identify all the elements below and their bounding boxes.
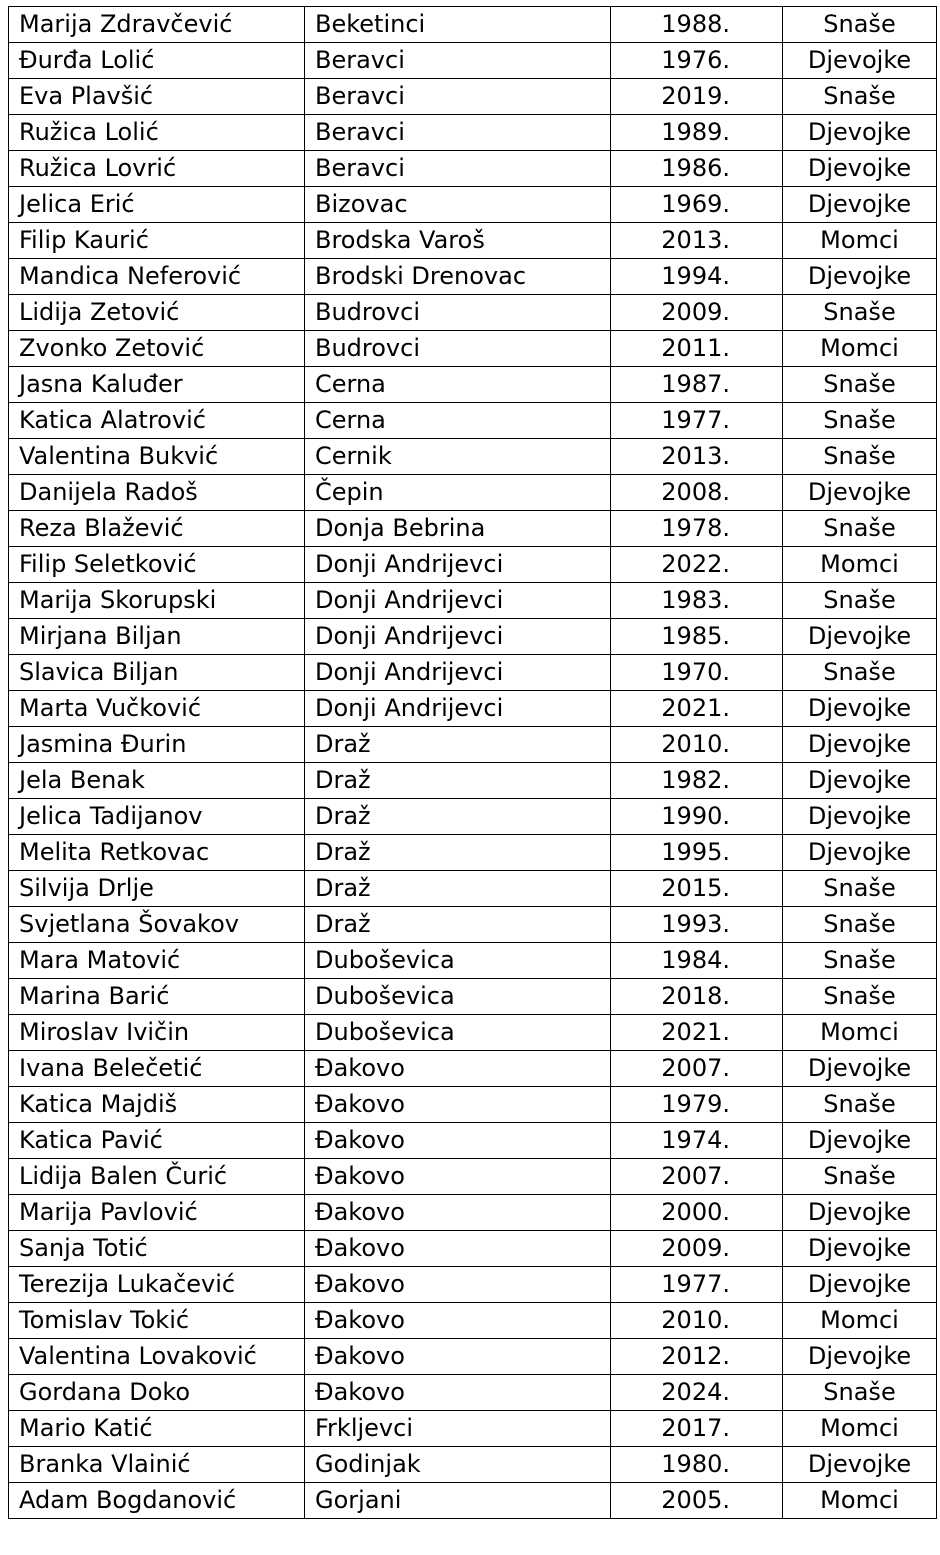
table-row	[9, 907, 937, 943]
table-row	[9, 511, 937, 547]
table-row	[9, 151, 937, 187]
cell-name: Marija Pavlović	[9, 1195, 305, 1231]
cell-name: Adam Bogdanović	[9, 1483, 305, 1519]
cell-year: 1979.	[611, 1087, 783, 1123]
cell-place: Đakovo	[305, 1231, 611, 1267]
cell-place: Brodska Varoš	[305, 223, 611, 259]
cell-year: 2015.	[611, 871, 783, 907]
cell-year: 1977.	[611, 403, 783, 439]
cell-category: Snaše	[783, 871, 937, 907]
cell-place: Donji Andrijevci	[305, 547, 611, 583]
cell-year: 2012.	[611, 1339, 783, 1375]
cell-place: Đakovo	[305, 1267, 611, 1303]
cell-place: Donji Andrijevci	[305, 583, 611, 619]
cell-name: Ružica Lolić	[9, 115, 305, 151]
cell-place: Đakovo	[305, 1051, 611, 1087]
table-row	[9, 1411, 937, 1447]
cell-place: Beketinci	[305, 7, 611, 43]
table-row	[9, 691, 937, 727]
table-row	[9, 1195, 937, 1231]
table-row	[9, 439, 937, 475]
cell-category: Snaše	[783, 655, 937, 691]
cell-year: 1983.	[611, 583, 783, 619]
table-row	[9, 943, 937, 979]
cell-name: Katica Majdiš	[9, 1087, 305, 1123]
cell-name: Marina Barić	[9, 979, 305, 1015]
table-row	[9, 1267, 937, 1303]
cell-category: Djevojke	[783, 835, 937, 871]
table-row	[9, 43, 937, 79]
cell-name: Slavica Biljan	[9, 655, 305, 691]
cell-name: Lidija Balen Čurić	[9, 1159, 305, 1195]
cell-category: Djevojke	[783, 259, 937, 295]
table-row	[9, 979, 937, 1015]
cell-name: Filip Seletković	[9, 547, 305, 583]
cell-name: Mario Katić	[9, 1411, 305, 1447]
cell-place: Brodski Drenovac	[305, 259, 611, 295]
cell-place: Budrovci	[305, 331, 611, 367]
cell-place: Draž	[305, 871, 611, 907]
cell-place: Donji Andrijevci	[305, 655, 611, 691]
cell-year: 2010.	[611, 727, 783, 763]
cell-name: Marta Vučković	[9, 691, 305, 727]
cell-year: 1982.	[611, 763, 783, 799]
cell-category: Djevojke	[783, 619, 937, 655]
cell-name: Mirjana Biljan	[9, 619, 305, 655]
cell-category: Djevojke	[783, 475, 937, 511]
cell-place: Čepin	[305, 475, 611, 511]
cell-year: 2021.	[611, 1015, 783, 1051]
cell-place: Beravci	[305, 151, 611, 187]
table-row	[9, 79, 937, 115]
cell-place: Cerna	[305, 403, 611, 439]
cell-year: 2005.	[611, 1483, 783, 1519]
cell-year: 1977.	[611, 1267, 783, 1303]
cell-year: 2013.	[611, 439, 783, 475]
cell-name: Danijela Radoš	[9, 475, 305, 511]
cell-category: Snaše	[783, 403, 937, 439]
cell-category: Djevojke	[783, 799, 937, 835]
cell-place: Cerna	[305, 367, 611, 403]
cell-name: Mandica Neferović	[9, 259, 305, 295]
cell-year: 1980.	[611, 1447, 783, 1483]
cell-place: Duboševica	[305, 1015, 611, 1051]
table-row	[9, 547, 937, 583]
cell-year: 1987.	[611, 367, 783, 403]
table-row	[9, 187, 937, 223]
cell-category: Momci	[783, 1483, 937, 1519]
table-row	[9, 619, 937, 655]
cell-category: Snaše	[783, 79, 937, 115]
cell-year: 1995.	[611, 835, 783, 871]
cell-category: Djevojke	[783, 115, 937, 151]
cell-category: Snaše	[783, 1159, 937, 1195]
table-row	[9, 583, 937, 619]
table-row	[9, 1231, 937, 1267]
cell-place: Draž	[305, 907, 611, 943]
table-row	[9, 331, 937, 367]
table-row	[9, 727, 937, 763]
cell-category: Momci	[783, 331, 937, 367]
cell-category: Djevojke	[783, 1447, 937, 1483]
cell-name: Mara Matović	[9, 943, 305, 979]
table-row	[9, 295, 937, 331]
cell-name: Jasmina Đurin	[9, 727, 305, 763]
cell-place: Gorjani	[305, 1483, 611, 1519]
cell-year: 2009.	[611, 1231, 783, 1267]
cell-category: Djevojke	[783, 1339, 937, 1375]
table-row	[9, 763, 937, 799]
cell-year: 1988.	[611, 7, 783, 43]
cell-category: Djevojke	[783, 1123, 937, 1159]
table-row	[9, 1087, 937, 1123]
cell-year: 2000.	[611, 1195, 783, 1231]
cell-place: Budrovci	[305, 295, 611, 331]
cell-category: Snaše	[783, 1375, 937, 1411]
cell-category: Djevojke	[783, 187, 937, 223]
cell-category: Snaše	[783, 1087, 937, 1123]
cell-place: Draž	[305, 727, 611, 763]
cell-name: Jasna Kaluđer	[9, 367, 305, 403]
table-row	[9, 367, 937, 403]
cell-category: Djevojke	[783, 1195, 937, 1231]
cell-name: Terezija Lukačević	[9, 1267, 305, 1303]
cell-place: Bizovac	[305, 187, 611, 223]
cell-year: 1985.	[611, 619, 783, 655]
cell-place: Donja Bebrina	[305, 511, 611, 547]
cell-name: Đurđa Lolić	[9, 43, 305, 79]
cell-year: 1984.	[611, 943, 783, 979]
participants-table	[8, 6, 937, 1519]
table-body	[9, 7, 937, 1519]
table-row	[9, 835, 937, 871]
table-row	[9, 1123, 937, 1159]
cell-category: Snaše	[783, 907, 937, 943]
cell-name: Miroslav Ivičin	[9, 1015, 305, 1051]
table-row	[9, 1051, 937, 1087]
cell-category: Djevojke	[783, 1267, 937, 1303]
table-row	[9, 1015, 937, 1051]
cell-year: 2013.	[611, 223, 783, 259]
cell-name: Sanja Totić	[9, 1231, 305, 1267]
cell-name: Ivana Belečetić	[9, 1051, 305, 1087]
document-sheet	[8, 6, 936, 1519]
cell-year: 1976.	[611, 43, 783, 79]
cell-year: 2007.	[611, 1051, 783, 1087]
cell-name: Katica Alatrović	[9, 403, 305, 439]
cell-place: Frkljevci	[305, 1411, 611, 1447]
cell-place: Duboševica	[305, 943, 611, 979]
cell-year: 2019.	[611, 79, 783, 115]
cell-place: Đakovo	[305, 1159, 611, 1195]
cell-place: Draž	[305, 763, 611, 799]
table-row	[9, 1447, 937, 1483]
cell-year: 2010.	[611, 1303, 783, 1339]
cell-place: Donji Andrijevci	[305, 619, 611, 655]
cell-name: Lidija Zetović	[9, 295, 305, 331]
cell-year: 2007.	[611, 1159, 783, 1195]
cell-year: 2008.	[611, 475, 783, 511]
cell-name: Zvonko Zetović	[9, 331, 305, 367]
cell-year: 2022.	[611, 547, 783, 583]
cell-name: Eva Plavšić	[9, 79, 305, 115]
cell-category: Momci	[783, 1303, 937, 1339]
cell-year: 1989.	[611, 115, 783, 151]
table-row	[9, 799, 937, 835]
cell-place: Draž	[305, 835, 611, 871]
cell-category: Momci	[783, 223, 937, 259]
cell-category: Snaše	[783, 583, 937, 619]
table-row	[9, 1159, 937, 1195]
cell-category: Snaše	[783, 7, 937, 43]
cell-category: Snaše	[783, 511, 937, 547]
cell-place: Draž	[305, 799, 611, 835]
cell-year: 2024.	[611, 1375, 783, 1411]
cell-year: 2017.	[611, 1411, 783, 1447]
cell-category: Djevojke	[783, 727, 937, 763]
cell-name: Tomislav Tokić	[9, 1303, 305, 1339]
table-row	[9, 1375, 937, 1411]
table-row	[9, 115, 937, 151]
cell-place: Đakovo	[305, 1303, 611, 1339]
cell-year: 1970.	[611, 655, 783, 691]
cell-category: Djevojke	[783, 691, 937, 727]
cell-category: Djevojke	[783, 763, 937, 799]
table-row	[9, 403, 937, 439]
cell-year: 1986.	[611, 151, 783, 187]
table-row	[9, 223, 937, 259]
table-row	[9, 1339, 937, 1375]
cell-name: Marija Zdravčević	[9, 7, 305, 43]
cell-name: Jela Benak	[9, 763, 305, 799]
cell-place: Đakovo	[305, 1195, 611, 1231]
cell-year: 1974.	[611, 1123, 783, 1159]
cell-category: Djevojke	[783, 43, 937, 79]
cell-place: Donji Andrijevci	[305, 691, 611, 727]
cell-category: Snaše	[783, 367, 937, 403]
cell-year: 2011.	[611, 331, 783, 367]
cell-category: Snaše	[783, 295, 937, 331]
cell-name: Branka Vlainić	[9, 1447, 305, 1483]
cell-year: 2009.	[611, 295, 783, 331]
cell-name: Melita Retkovac	[9, 835, 305, 871]
cell-category: Djevojke	[783, 151, 937, 187]
cell-category: Momci	[783, 1015, 937, 1051]
cell-place: Duboševica	[305, 979, 611, 1015]
cell-year: 1969.	[611, 187, 783, 223]
cell-year: 2018.	[611, 979, 783, 1015]
cell-name: Filip Kaurić	[9, 223, 305, 259]
cell-category: Djevojke	[783, 1231, 937, 1267]
cell-place: Đakovo	[305, 1375, 611, 1411]
cell-category: Momci	[783, 1411, 937, 1447]
table-row	[9, 1303, 937, 1339]
cell-name: Ružica Lovrić	[9, 151, 305, 187]
cell-name: Svjetlana Šovakov	[9, 907, 305, 943]
cell-place: Beravci	[305, 115, 611, 151]
cell-category: Momci	[783, 547, 937, 583]
cell-name: Marija Skorupski	[9, 583, 305, 619]
cell-name: Katica Pavić	[9, 1123, 305, 1159]
cell-category: Snaše	[783, 943, 937, 979]
table-row	[9, 7, 937, 43]
cell-year: 1978.	[611, 511, 783, 547]
cell-category: Snaše	[783, 439, 937, 475]
cell-year: 2021.	[611, 691, 783, 727]
cell-year: 1990.	[611, 799, 783, 835]
table-row	[9, 871, 937, 907]
cell-name: Gordana Doko	[9, 1375, 305, 1411]
cell-place: Beravci	[305, 79, 611, 115]
cell-place: Cernik	[305, 439, 611, 475]
cell-name: Jelica Tadijanov	[9, 799, 305, 835]
cell-name: Valentina Lovaković	[9, 1339, 305, 1375]
cell-name: Silvija Drlje	[9, 871, 305, 907]
table-row	[9, 655, 937, 691]
cell-place: Đakovo	[305, 1087, 611, 1123]
cell-place: Đakovo	[305, 1123, 611, 1159]
cell-year: 1994.	[611, 259, 783, 295]
cell-category: Djevojke	[783, 1051, 937, 1087]
cell-name: Valentina Bukvić	[9, 439, 305, 475]
table-row	[9, 259, 937, 295]
table-row	[9, 475, 937, 511]
cell-category: Snaše	[783, 979, 937, 1015]
cell-name: Reza Blažević	[9, 511, 305, 547]
cell-place: Beravci	[305, 43, 611, 79]
cell-name: Jelica Erić	[9, 187, 305, 223]
cell-place: Đakovo	[305, 1339, 611, 1375]
cell-place: Godinjak	[305, 1447, 611, 1483]
table-row	[9, 1483, 937, 1519]
cell-year: 1993.	[611, 907, 783, 943]
